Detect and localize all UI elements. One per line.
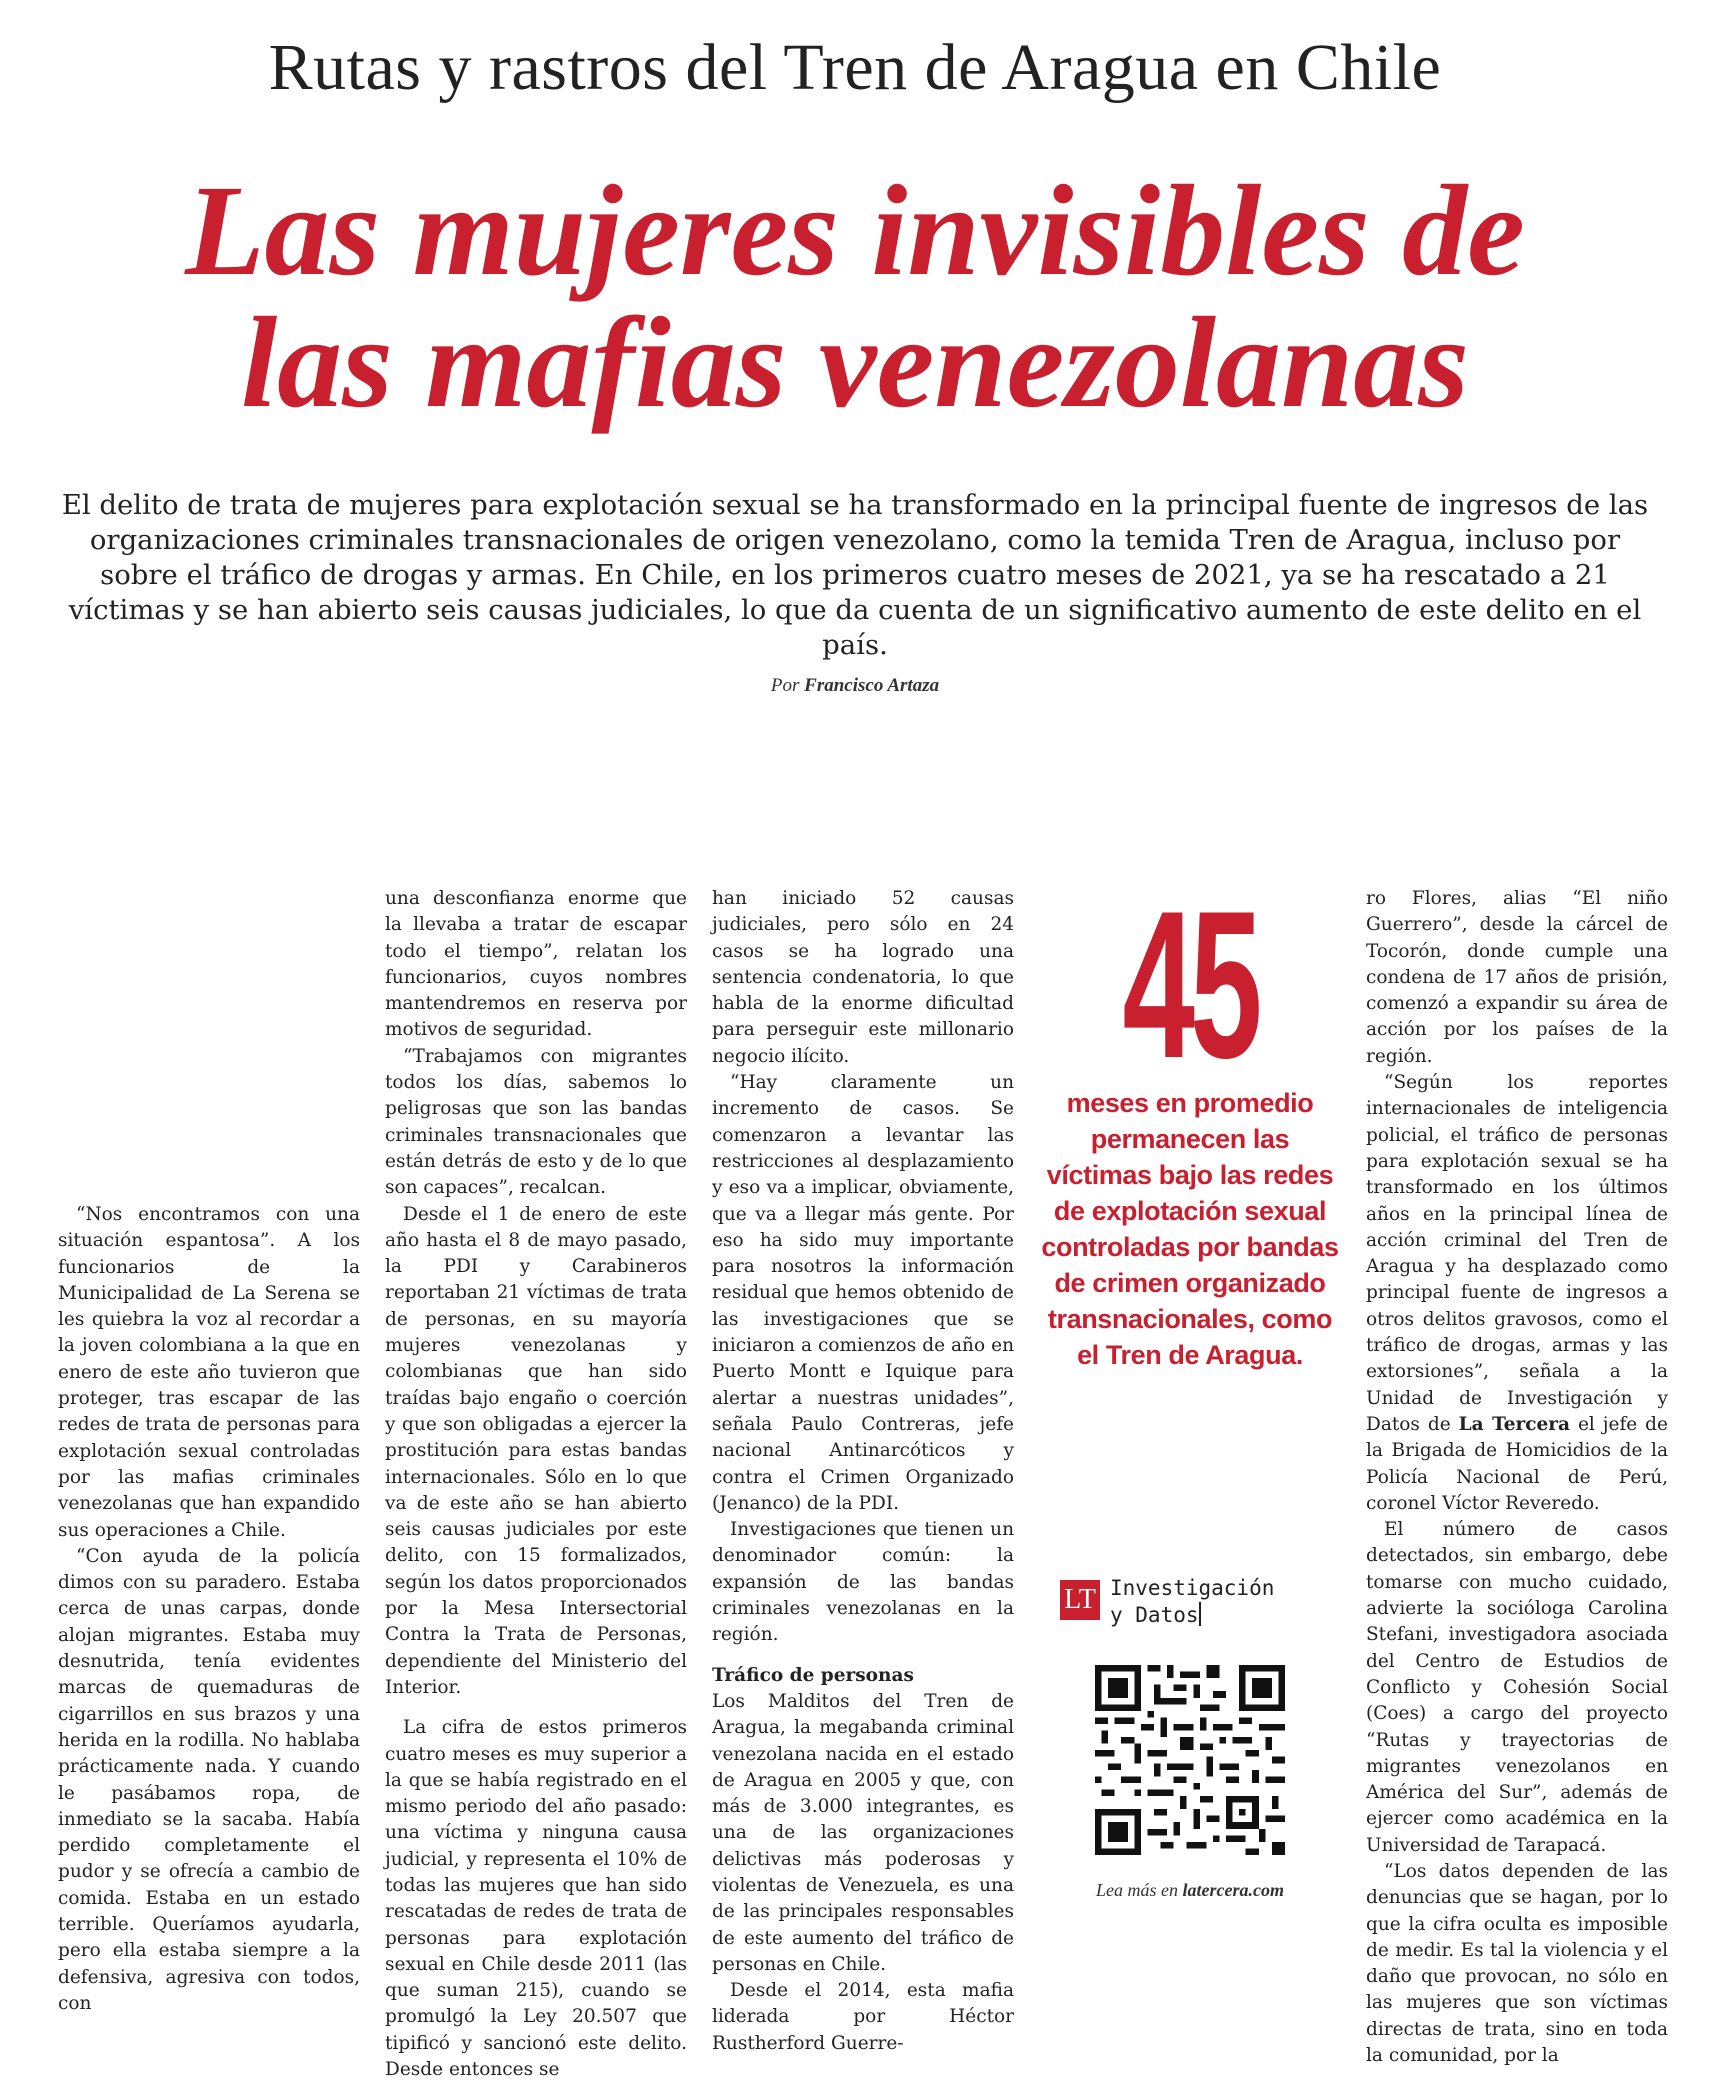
fact-box [1035,867,1345,1950]
paragraph: La cifra de estos primeros cuatro meses es muy superior a la que se había registrado en el mismo periodo del año pasado: una víctima y ninguna causa judicial, y representa el 10% de todas las mujeres que han sido rescatadas de redes de trata de personas para explotación sexual en Chile desde 2011 (las que suman 215), cuando se promulgó la Ley 20.507 que tipificó y sancionó este delito. Desde entonces se [385,1717,687,2081]
paragraph: Desde el 2014, esta mafia liderada por Héctor Rustherford Guerre- [712,1980,1014,2054]
paragraph: “Con ayuda de la policía dimos con su paradero. Estaba cerca de unas carpas, donde alojan migrantes. Estaba muy desnutrida, tenía evidentes marcas de quemaduras de cigarrillos en sus brazos y una herida en la rodilla. No hablaba prácticamente nada. Y cuando le pasábamos ropa, de inmediato se la sacaba. Había perdido completamente el pudor y se ofrecía a cambio de comida. Estaba en un estado terrible. Queríamos ayudarla, pero ella estaba siempre a la defensiva, agresiva con todos, con [58,1545,360,2014]
deck-summary: El delito de trata de mujeres para explotación sexual se ha transformado en la principal fuente de ingresos de las organizaciones criminales transnacionales de origen venezolano, como la temida Tren de Aragua, incluso por sobre el tráfico de drogas y armas. En Chile, en los primeros cuatro meses de 2021, ya se ha rescatado a 21 víctimas y se han abierto seis causas judiciales, lo que da cuenta de un significativo aumento de este delito en el país. [61,489,1649,661]
article-column-1 [58,1202,360,2017]
paragraph: han iniciado 52 causas judiciales, pero sólo en 24 casos se ha logrado una sentencia condenatoria, lo que habla de la enorme dificultad para perseguir este millonario negocio ilícito. [712,888,1014,1067]
paragraph: Desde el 1 de enero de este año hasta el 8 de mayo pasado, la PDI y Carabineros reportaban 21 víctimas de trata de personas, en su mayoría mujeres venezolanas y colombianas que han sido traídas bajo engaño o coerción y que son obligadas a ejercer la prostitución para estas bandas internacionales. Sólo en lo que va de este año se han abierto seis causas judiciales por este delito, con 15 formalizados, según los datos proporcionados por la Mesa Intersectorial Contra la Trata de Personas, dependiente del Ministerio del Interior. [385,1203,687,1698]
read-more-caption [1035,1880,1345,1901]
investigation-label-text: Investigación y Datos [1110,1576,1275,1627]
paragraph: “Nos encontramos con una situación espantosa”. A los funcionarios de la Municipalidad de La Serena se les quiebra la voz al recordar a la joven colombiana a la que en enero de este año tuvieron que proteger, tras escapar de las redes de trata de personas para explotación sexual controladas por las mafias criminales venezolanas que han expandido sus operaciones a Chile. [58,1204,360,1541]
paragraph: Investigaciones que tienen un denominador común: la expansión de las bandas criminales venezolanas en la región. [712,1519,1014,1646]
caption-prefix: Lea más en [1096,1880,1178,1900]
headline [0,159,1710,435]
fact-text: meses en promedio permanecen las víctimas bajo las redes de explotación sexual controladas por bandas de crimen organizado transnacionales, como el Tren de Aragua. [1041,1088,1339,1370]
paragraph: El número de casos detectados, sin embargo, debe tomarse con mucho cuidado, advierte la socióloga Carolina Stefani, investigadora asociada del Centro de Estudios de Conflicto y Cohesión Social (Coes) a cargo del proyecto “Rutas y trayectorias de migrantes venezolanos en América del Sur”, además de ejercer como académica en la Universidad de Tarapacá. [1366,1519,1668,1856]
paragraph: una desconfianza enorme que la llevaba a tratar de escapar todo el tiempo”, relatan los funcionarios, cuyos nombres mantendremos en reserva por motivos de seguridad. [385,888,687,1041]
paragraph: “Trabajamos con migrantes todos los días, sabemos lo peligrosas que son las bandas criminales transnacionales que están detrás de esto y de lo que son capaces”, recalcan. [385,1045,687,1199]
qr-code[interactable] [1095,1665,1285,1855]
brand-name: La Tercera [1458,1413,1571,1435]
article-column-3 [712,886,1014,2057]
paragraph: Los Malditos del Tren de Aragua, la megabanda criminal venezolana nacida en el estado de Aragua en 2005 y que, con más de 3.000 integrantes, es una de las organizaciones delictivas más poderosas y violentas de Venezuela, es una de las principales responsables de este aumento del tráfico de personas en Chile. [712,1690,1014,1975]
paragraph-text: “Según los reportes internacionales de inteligencia policial, el tráfico de personas para explotación sexual se ha transformado en los últimos años en la principal línea de acción criminal del Tren de Aragua y ha desplazado como principal fuente de ingresos a otros delitos gravosos, como el tráfico de drogas, armas y las extorsiones”, señala a la Unidad de Investigación y Datos de [1366,1072,1668,1435]
fact-number: 45 [1122,867,1258,1102]
byline-author: Francisco Artaza [804,675,940,696]
la-tercera-logo: LT [1060,1580,1100,1620]
subheading: Tráfico de personas [712,1664,914,1686]
paragraph: “Los datos dependen de las denuncias que se hagan, por lo que la cifra oculta es imposible de medir. Es tal la violencia y el daño que provocan, no sólo en las mujeres que son víctimas directas de trata, sino en toda la comunidad, por la [1366,1860,1668,2067]
investigation-label [1110,1575,1370,1629]
byline [0,675,1710,697]
section-kicker: Rutas y rastros del Tren de Aragua en Chile [268,31,1442,104]
article-column-2 [385,886,687,2083]
paragraph: ro Flores, alias “El niño Guerrero”, desde la cárcel de Tocorón, donde cumple una condena de 17 años de prisión, comenzó a expandir su área de acción por los países de la región. [1366,888,1668,1067]
byline-prefix: Por [770,675,800,696]
cursor-mark [1199,1602,1201,1626]
headline-line-1: Las mujeres invisibles de [185,159,1525,303]
paragraph [1366,1070,1668,1517]
headline-line-2: las mafias venezolanas [241,291,1469,435]
site-link[interactable]: latercera.com [1182,1880,1284,1900]
paragraph-text: el jefe de la Brigada de Homicidios de la Policía Nacional de Perú, coronel Víctor Reveredo. [1366,1413,1668,1514]
article-column-5 [1366,886,1668,2069]
paragraph: “Hay claramente un incremento de casos. Se comenzaron a levantar las restricciones al desplazamiento y eso va a implicar, obviamente, que va a llegar más gente. Por eso ha sido muy importante para nosotros la información residual que hemos obtenido de las investigaciones que se iniciaron a comienzos de año en Puerto Montt e Iquique para alertar a nuestras unidades”, señala Paulo Contreras, jefe nacional Antinarcóticos y contra el Crimen Organizado (Jenanco) de la PDI. [712,1072,1014,1514]
